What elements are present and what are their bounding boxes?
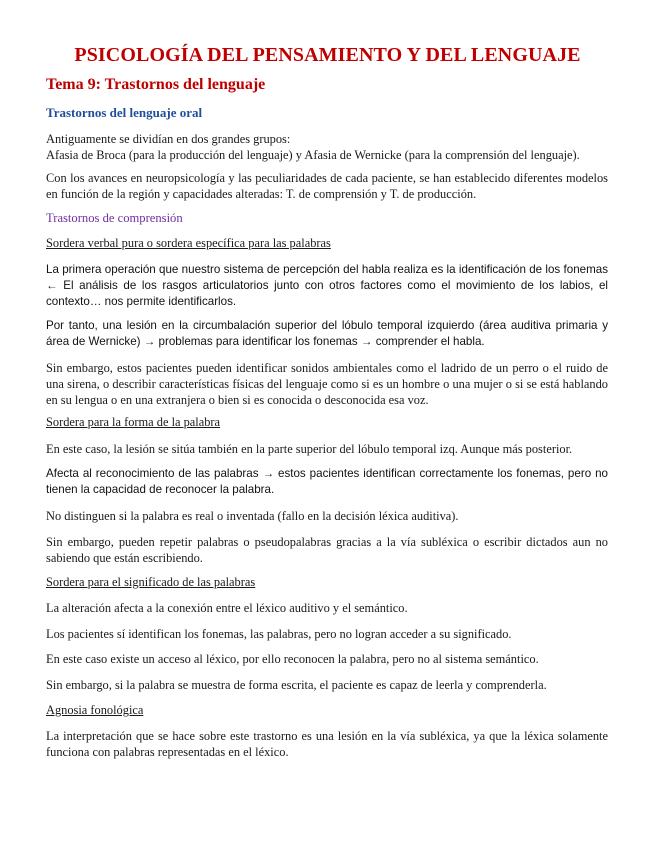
paragraph-lesion-temporal: Por tanto, una lesión en la circumbalación superior del lóbulo temporal izquierdo (área auditiva primaria y área de Wernicke) → problemas para identificar los fonemas → comprender el habla. bbox=[46, 319, 608, 348]
intro-paragraph-2: Con los avances en neuropsicología y las peculiaridades de cada paciente, se han establecido diferentes modelos en función de la región y capacidades alteradas: T. de comprensión y T. de producción. bbox=[46, 171, 608, 201]
subheading-word-form-deafness: Sordera para la forma de la palabra bbox=[46, 415, 221, 429]
intro-line-1: Antiguamente se dividían en dos grandes grupos: bbox=[46, 132, 291, 146]
paragraph-phoneme-identification: La primera operación que nuestro sistema de percepción del habla realiza es la identificación de los fonemas ← El análisis de los rasgos articulatorios junto con otros factores como el movimiento de los labios, el contexto… nos permite identificarlos. bbox=[46, 263, 608, 308]
intro-line-2: Afasia de Broca (para la producción del lenguaje) y Afasia de Wernicke (para la comprensión del lenguaje). bbox=[46, 148, 580, 162]
paragraph-lexical-decision: No distinguen si la palabra es real o inventada (fallo en la decisión léxica auditiva). bbox=[46, 509, 459, 523]
paragraph-word-recognition: Afecta al reconocimiento de las palabras → estos pacientes identifican correctamente los fonemas, pero no tienen la capacidad de reconocer la palabra. bbox=[46, 467, 608, 496]
paragraph-meaning-access: Los pacientes sí identifican los fonemas, las palabras, pero no logran acceder a su significado. bbox=[46, 627, 512, 641]
paragraph-lexicon-access: En este caso existe un acceso al léxico, por ello reconocen la palabra, pero no al sistema semántico. bbox=[46, 652, 539, 666]
paragraph-sublexical-route: La interpretación que se hace sobre este trastorno es una lesión en la vía subléxica, ya que la léxica solamente funciona con palabras representadas en el léxico. bbox=[46, 729, 608, 759]
paragraph-connection: La alteración afecta a la conexión entre el léxico auditivo y el semántico. bbox=[46, 601, 408, 615]
paragraph-lesion-location: En este caso, la lesión se sitúa también en la parte superior del lóbulo temporal izq. Aunque más posterior. bbox=[46, 442, 573, 456]
paragraph-repetition: Sin embargo, pueden repetir palabras o pseudopalabras gracias a la vía subléxica o escribir dictados aun no sabiendo que están escribiendo. bbox=[46, 535, 608, 565]
subheading-pure-word-deafness: Sordera verbal pura o sordera específica para las palabras bbox=[46, 236, 331, 250]
section-heading-oral: Trastornos del lenguaje oral bbox=[46, 105, 203, 120]
paragraph-environmental-sounds: Sin embargo, estos pacientes pueden identificar sonidos ambientales como el ladrido de un perro o el ruido de una sirena, o describir características físicas del lenguaje como si es un hombre o una mujer o si se está hablando en su lengua o en una extranjera o bien si es conocida o desconocida esa voz. bbox=[46, 361, 608, 407]
intro-paragraph bbox=[46, 131, 608, 163]
paragraph-written-word: Sin embargo, si la palabra se muestra de forma escrita, el paciente es capaz de leerla y comprenderla. bbox=[46, 678, 547, 692]
subheading-word-meaning-deafness: Sordera para el significado de las palabras bbox=[46, 575, 256, 589]
comprehension-heading: Trastornos de comprensión bbox=[46, 211, 183, 225]
document-title: PSICOLOGÍA DEL PENSAMIENTO Y DEL LENGUAJE bbox=[74, 44, 581, 66]
topic-heading: Tema 9: Trastornos del lenguaje bbox=[46, 76, 266, 93]
subheading-phonological-agnosia: Agnosia fonológica bbox=[46, 703, 144, 717]
